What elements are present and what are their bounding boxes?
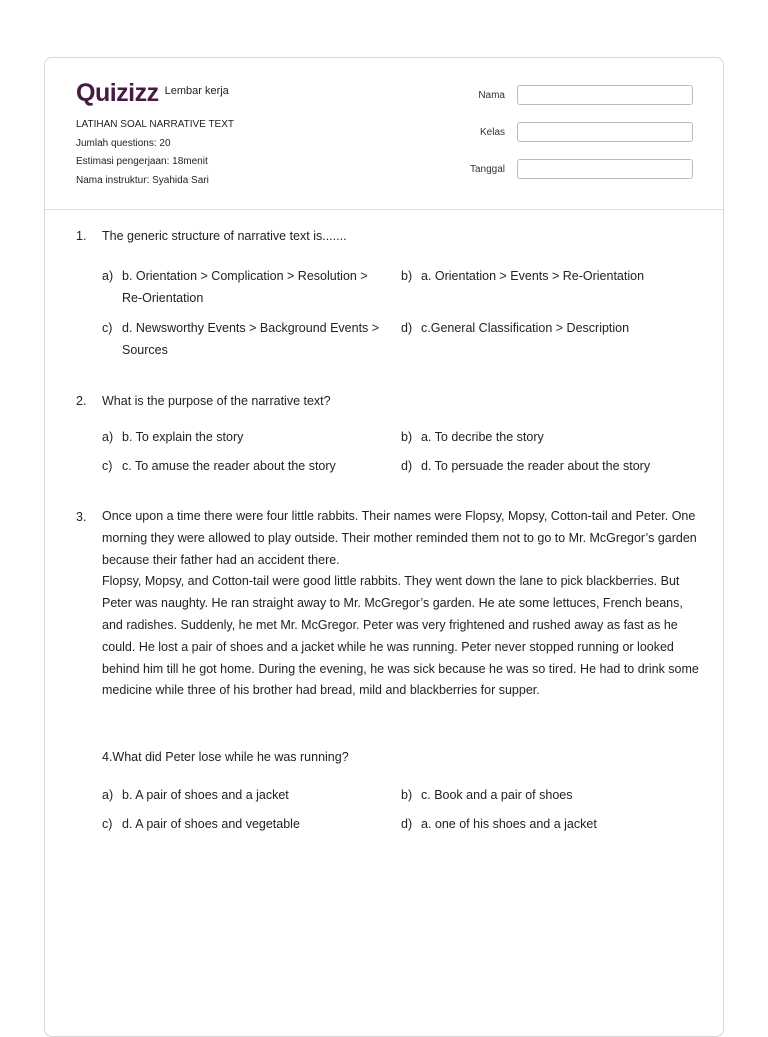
worksheet-meta (76, 116, 234, 190)
option-text: a. Orientation > Events > Re-Orientation (421, 269, 645, 283)
option-text: b. Orientation > Complication > Resolution > Re-Orientation (122, 269, 368, 305)
option-text: d. A pair of shoes and vegetable (122, 817, 300, 831)
option-letter: b) (401, 788, 413, 802)
q2-option-b[interactable] (401, 426, 686, 448)
option-letter: d) (401, 459, 413, 473)
logo-subtitle: Lembar kerja (164, 85, 229, 97)
date-field-row (445, 159, 693, 179)
estimated-duration: Estimasi pengerjaan: 18menit (76, 156, 208, 167)
q4-option-d[interactable] (401, 813, 686, 835)
option-text: c. To amuse the reader about the story (122, 459, 336, 473)
name-input[interactable] (517, 85, 693, 105)
quizizz-logo (76, 78, 229, 108)
question-text: The generic structure of narrative text is....... (102, 229, 347, 243)
option-letter: a) (102, 269, 114, 283)
option-letter: d) (401, 817, 413, 831)
option-text: d. Newsworthy Events > Background Events > Sources (122, 321, 380, 357)
q2-option-c[interactable] (102, 455, 387, 477)
option-text: b. A pair of shoes and a jacket (122, 788, 289, 802)
option-text: c.General Classification > Description (421, 321, 630, 335)
question-number: 1. (76, 229, 87, 243)
q2-option-a[interactable] (102, 426, 387, 448)
q1-option-b[interactable] (401, 265, 686, 287)
option-letter: a) (102, 788, 114, 802)
q1-option-c[interactable] (102, 317, 387, 361)
questions-count: Jumlah questions: 20 (76, 137, 171, 149)
reading-passage (102, 506, 702, 702)
option-letter: b) (401, 269, 413, 283)
option-text: d. To persuade the reader about the story (421, 459, 651, 473)
question-number: 2. (76, 394, 87, 408)
worksheet-header (45, 58, 723, 210)
class-label: Kelas (479, 126, 505, 138)
question-number: 3. (76, 510, 87, 524)
q2-option-d[interactable] (401, 455, 701, 477)
passage-paragraph-1: Once upon a time there were four little rabbits. Their names were Flopsy, Mopsy, Cotton-tail and Peter. One morning they were allowed to play outside. Their mother reminded them not to go to Mr. McGregor’s garden because their father had an accident there. (102, 509, 697, 567)
worksheet-title: LATIHAN SOAL NARRATIVE TEXT (76, 119, 234, 130)
date-label: Tanggal (469, 163, 505, 175)
option-text: a. one of his shoes and a jacket (421, 817, 597, 831)
q4-option-b[interactable] (401, 784, 686, 806)
passage-paragraph-2: Flopsy, Mopsy, and Cotton-tail were good little rabbits. They went down the lane to pick blackberries. But Peter was naughty. He ran straight away to Mr. McGregor’s garden. He ate some lettuces, French beans, and radishes. Suddenly, he met Mr. McGregor. Peter was very frightened and rushed away as fast as he could. He lost a pair of shoes and a jacket while he was running. Peter never stopped running or looked behind him till he got home. During the evening, he was sick because he was so tired. He had to drink some medicine while three of his brother had bread, mild and blackberries for supper. (102, 574, 699, 698)
question-2 (76, 394, 716, 418)
class-field-row (445, 122, 693, 142)
option-letter: c) (102, 321, 113, 335)
question-text: What is the purpose of the narrative text? (102, 394, 331, 408)
option-letter: a) (102, 430, 114, 444)
option-text: a. To decribe the story (421, 430, 544, 444)
q1-option-a[interactable] (102, 265, 387, 309)
option-letter: b) (401, 430, 413, 444)
q1-option-d[interactable] (401, 317, 686, 339)
option-letter: d) (401, 321, 413, 335)
option-letter: c) (102, 817, 113, 831)
q4-option-c[interactable] (102, 813, 387, 835)
question-4-text: 4.What did Peter lose while he was running? (102, 750, 349, 764)
logo-wordmark: Quizizz (76, 78, 159, 107)
date-input[interactable] (517, 159, 693, 179)
option-letter: c) (102, 459, 113, 473)
q4-option-a[interactable] (102, 784, 387, 806)
name-field-row (445, 85, 693, 105)
worksheet-page (44, 57, 724, 1037)
class-input[interactable] (517, 122, 693, 142)
instructor-name: Nama instruktur: Syahida Sari (76, 174, 209, 186)
option-text: c. Book and a pair of shoes (421, 788, 573, 802)
name-label: Nama (478, 89, 505, 101)
option-text: b. To explain the story (122, 430, 244, 444)
